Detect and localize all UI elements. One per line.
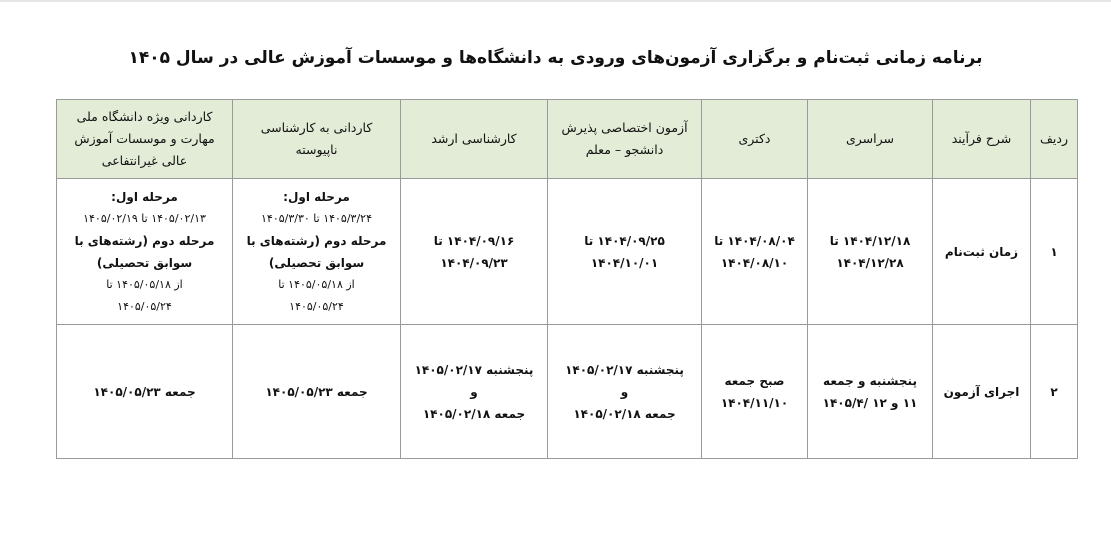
header-cell-student-teacher: آزمون اختصاصی پذیرش دانشجو – معلم <box>548 100 702 179</box>
cell-line: ۱۱ و ۱۲ /۱۴۰۵/۴ <box>822 395 918 410</box>
cell-line: مرحله دوم (رشته‌های با <box>74 233 215 248</box>
cell-line: پنجشنبه ۱۴۰۵/۰۲/۱۷ <box>565 362 684 377</box>
cell-line: مرحله دوم (رشته‌های با <box>246 233 387 248</box>
cell-line: سوابق تحصیلی) <box>96 255 193 270</box>
cell-line: و <box>470 384 478 399</box>
cell-line: ۱۴۰۴/۱۰/۰۱ <box>590 255 659 270</box>
cell-line: جمعه ۱۴۰۵/۰۲/۱۸ <box>573 406 676 421</box>
cell-line: ۱۴۰۵/۰۵/۲۴ <box>117 299 172 313</box>
cell-line: پنجشنبه و جمعه <box>823 373 917 388</box>
student-teacher-cell <box>548 179 702 325</box>
associate-to-bachelor-cell <box>233 325 401 459</box>
header-cell-associate-special: کاردانی ویژه دانشگاه ملی مهارت و موسسات آموزش عالی غیرانتفاعی <box>57 100 233 179</box>
cell-line: سوابق تحصیلی) <box>268 255 365 270</box>
table-row <box>57 179 1078 325</box>
header-cell-row-number: ردیف <box>1031 100 1078 179</box>
associate-special-cell <box>57 179 233 325</box>
table-row <box>57 325 1078 459</box>
cell-line: از ۱۴۰۵/۰۵/۱۸ تا <box>278 277 355 291</box>
cell-line: و <box>620 384 629 399</box>
table-header-row <box>57 100 1078 179</box>
cell-line: ۱۴۰۵/۰۲/۱۳ تا ۱۴۰۵/۰۲/۱۹ <box>83 211 206 225</box>
cell-line: پنجشنبه ۱۴۰۵/۰۲/۱۷ <box>414 362 534 377</box>
cell-line: صبح جمعه <box>724 373 785 388</box>
row-number-cell: ۲ <box>1031 325 1078 459</box>
process-cell: زمان ثبت‌نام <box>933 179 1031 325</box>
header-cell-sarasari: سراسری <box>808 100 933 179</box>
process-cell: اجرای آزمون <box>933 325 1031 459</box>
cell-line: ۱۴۰۴/۱۲/۱۸ تا <box>829 233 911 248</box>
cell-line: مرحله اول: <box>283 189 350 204</box>
cell-line: ۱۴۰۴/۰۸/۱۰ <box>720 255 789 270</box>
student-teacher-cell <box>548 325 702 459</box>
sarasari-cell <box>808 325 933 459</box>
cell-line: مرحله اول: <box>111 189 178 204</box>
doctora-cell <box>702 325 808 459</box>
header-cell-process: شرح فرآیند <box>933 100 1031 179</box>
masters-cell <box>401 325 548 459</box>
cell-line: ۱۴۰۴/۱۱/۱۰ <box>720 395 789 410</box>
cell-line: ۱۴۰۴/۰۹/۲۳ <box>440 255 508 270</box>
associate-special-cell <box>57 325 233 459</box>
schedule-table <box>56 99 1078 459</box>
top-divider <box>0 0 1111 2</box>
header-cell-associate-to-bachelor: کاردانی به کارشناسی ناپیوسته <box>233 100 401 179</box>
cell-line: ۱۴۰۴/۰۸/۰۴ تا <box>714 233 795 248</box>
masters-cell <box>401 179 548 325</box>
doctora-cell <box>702 179 808 325</box>
header-cell-masters: کارشناسی ارشد <box>401 100 548 179</box>
document-title: برنامه زمانی ثبت‌نام و برگزاری آزمون‌های ورودی به دانشگاه‌ها و موسسات آموزش عالی در سال ۱۴۰۵ <box>128 48 983 68</box>
cell-line: جمعه ۱۴۰۵/۰۵/۲۳ <box>265 384 368 399</box>
sarasari-cell <box>808 179 933 325</box>
cell-line: ۱۴۰۴/۱۲/۲۸ <box>836 255 904 270</box>
header-cell-doctora: دکتری <box>702 100 808 179</box>
cell-line: ۱۴۰۵/۰۵/۲۴ <box>289 299 344 313</box>
cell-line: ۱۴۰۴/۰۹/۱۶ تا <box>433 233 515 248</box>
cell-line: از ۱۴۰۵/۰۵/۱۸ تا <box>106 277 183 291</box>
associate-to-bachelor-cell <box>233 179 401 325</box>
cell-line: جمعه ۱۴۰۵/۰۵/۲۳ <box>93 384 196 399</box>
cell-line: جمعه ۱۴۰۵/۰۲/۱۸ <box>422 406 526 421</box>
cell-line: ۱۴۰۵/۳/۲۴ تا ۱۴۰۵/۳/۳۰ <box>261 211 372 225</box>
cell-line: ۱۴۰۴/۰۹/۲۵ تا <box>584 233 665 248</box>
row-number-cell: ۱ <box>1031 179 1078 325</box>
